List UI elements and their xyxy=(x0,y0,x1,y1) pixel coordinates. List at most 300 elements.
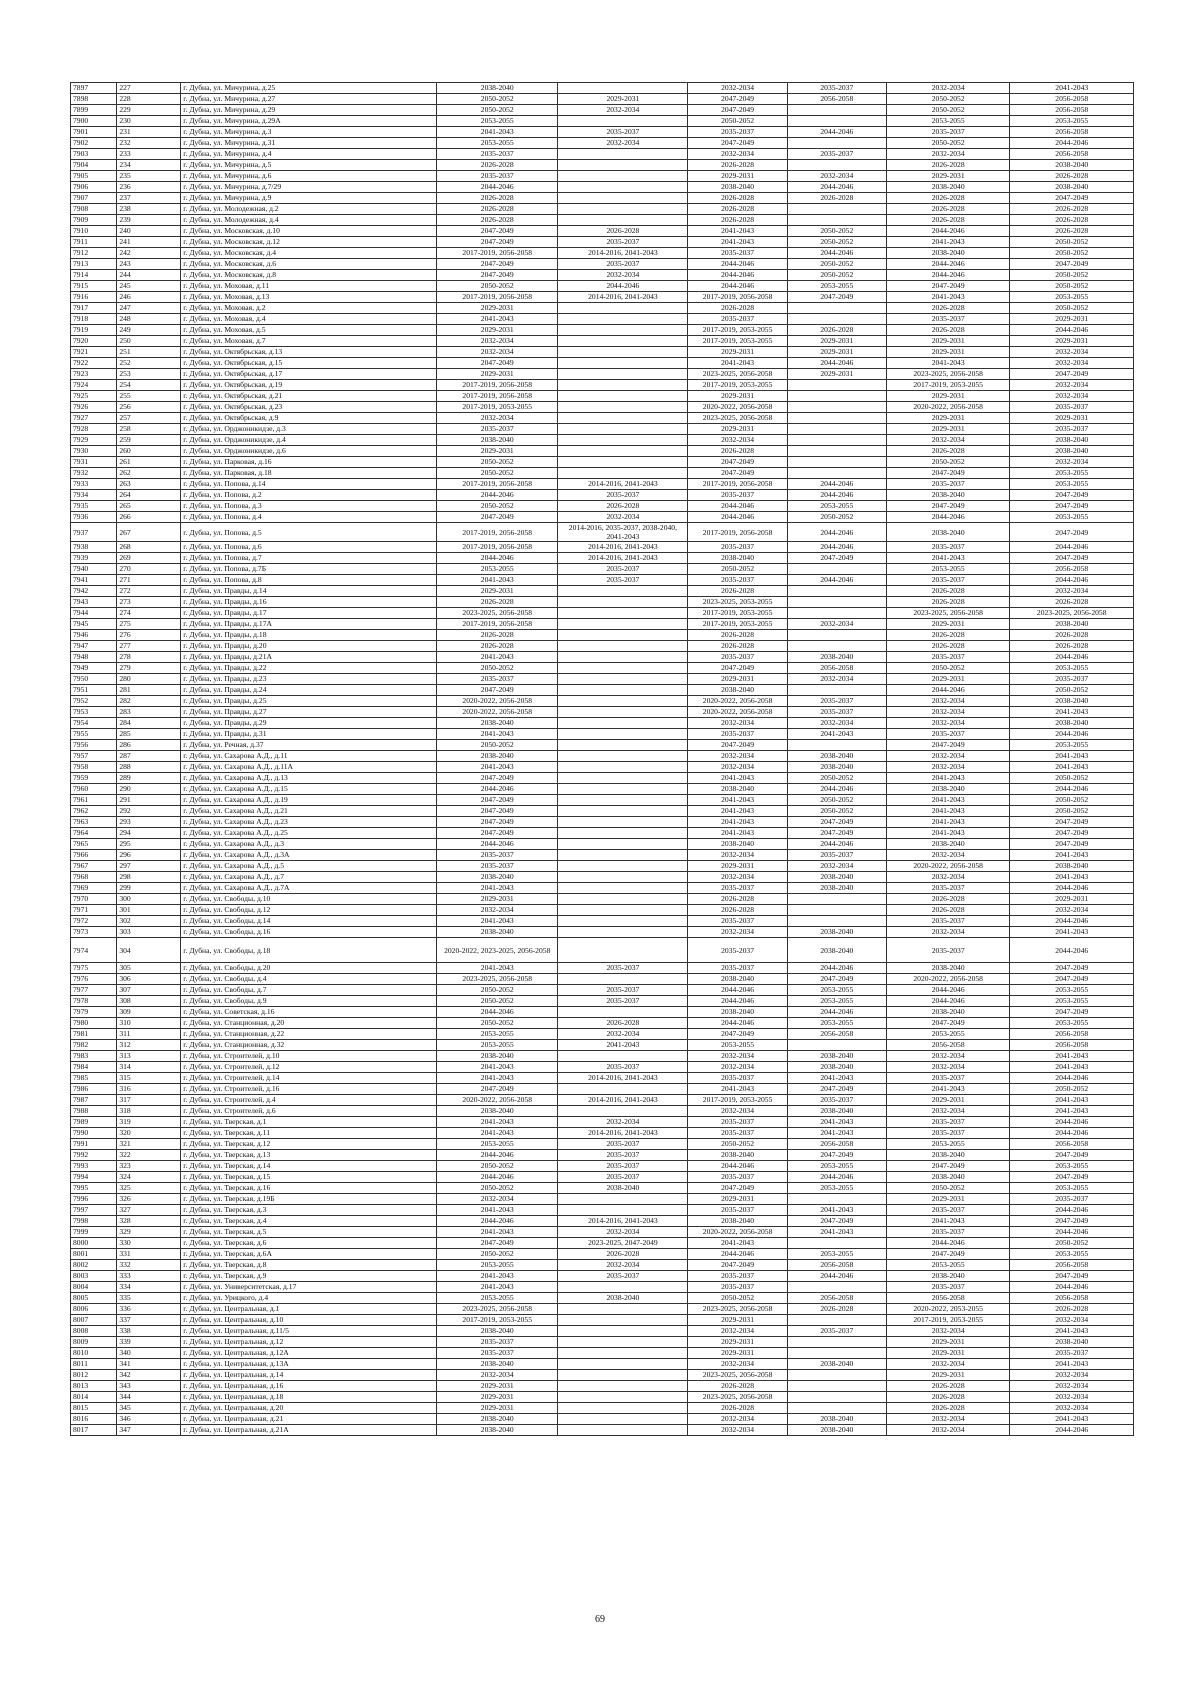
period-cell-5: 2035-2037 xyxy=(886,479,1010,490)
period-cell-3: 2029-2031 xyxy=(688,1348,787,1359)
period-cell-3: 2032-2034 xyxy=(688,751,787,762)
period-cell-4: 2038-2040 xyxy=(787,1414,886,1425)
period-cell-6: 2041-2043 xyxy=(1010,1051,1134,1062)
table-row xyxy=(71,127,1134,138)
period-cell-1: 2044-2046 xyxy=(437,1007,558,1018)
index-cell: 232 xyxy=(117,138,181,149)
table-row xyxy=(71,729,1134,740)
row-number-cell: 7936 xyxy=(71,512,117,523)
table-row xyxy=(71,1238,1134,1249)
period-cell-4: 2047-2049 xyxy=(787,828,886,839)
period-cell-3: 2026-2028 xyxy=(688,1403,787,1414)
period-cell-2 xyxy=(558,641,688,652)
period-cell-3: 2032-2034 xyxy=(688,1359,787,1370)
table-row xyxy=(71,963,1134,974)
period-cell-1: 2026-2028 xyxy=(437,630,558,641)
row-number-cell: 7975 xyxy=(71,963,117,974)
index-cell: 270 xyxy=(117,564,181,575)
period-cell-5: 2020-2022, 2056-2058 xyxy=(886,974,1010,985)
period-cell-5: 2047-2049 xyxy=(886,501,1010,512)
period-cell-4: 2056-2058 xyxy=(787,1029,886,1040)
period-cell-6: 2053-2055 xyxy=(1010,468,1134,479)
period-cell-3: 2035-2037 xyxy=(688,490,787,501)
period-cell-4 xyxy=(787,204,886,215)
table-row xyxy=(71,718,1134,729)
period-cell-2: 2035-2037 xyxy=(558,1139,688,1150)
period-cell-6: 2053-2055 xyxy=(1010,1018,1134,1029)
period-cell-1: 2038-2040 xyxy=(437,83,558,94)
index-cell: 246 xyxy=(117,292,181,303)
period-cell-6: 2044-2046 xyxy=(1010,883,1134,894)
address-cell: г. Дубна, ул. Свободы, д.18 xyxy=(181,938,437,963)
address-cell: г. Дубна, ул. Свободы, д.16 xyxy=(181,927,437,938)
table-row xyxy=(71,270,1134,281)
period-cell-4 xyxy=(787,641,886,652)
index-cell: 313 xyxy=(117,1051,181,1062)
period-cell-5: 2035-2037 xyxy=(886,652,1010,663)
index-cell: 292 xyxy=(117,806,181,817)
period-cell-4: 2047-2049 xyxy=(787,817,886,828)
period-cell-5: 2029-2031 xyxy=(886,171,1010,182)
period-cell-3: 2017-2019, 2053-2055 xyxy=(688,619,787,630)
period-cell-1: 2017-2019, 2053-2055 xyxy=(437,1315,558,1326)
period-cell-6: 2056-2058 xyxy=(1010,105,1134,116)
period-cell-5: 2029-2031 xyxy=(886,1348,1010,1359)
period-cell-4: 2044-2046 xyxy=(787,490,886,501)
address-cell: г. Дубна, ул. Советская, д.16 xyxy=(181,1007,437,1018)
index-cell: 321 xyxy=(117,1139,181,1150)
table-row xyxy=(71,1282,1134,1293)
period-cell-5: 2050-2052 xyxy=(886,105,1010,116)
address-cell: г. Дубна, ул. Октябрьская, д.13 xyxy=(181,347,437,358)
period-cell-5: 2023-2025, 2056-2058 xyxy=(886,608,1010,619)
period-cell-3: 2023-2025, 2056-2058 xyxy=(688,1392,787,1403)
index-cell: 274 xyxy=(117,608,181,619)
period-cell-6: 2035-2037 xyxy=(1010,1348,1134,1359)
index-cell: 310 xyxy=(117,1018,181,1029)
period-cell-1: 2032-2034 xyxy=(437,413,558,424)
period-cell-5: 2041-2043 xyxy=(886,1216,1010,1227)
row-number-cell: 8008 xyxy=(71,1326,117,1337)
row-number-cell: 7970 xyxy=(71,894,117,905)
index-cell: 231 xyxy=(117,127,181,138)
period-cell-5: 2026-2028 xyxy=(886,1403,1010,1414)
row-number-cell: 7937 xyxy=(71,523,117,542)
period-cell-4 xyxy=(787,1370,886,1381)
period-cell-5: 2029-2031 xyxy=(886,1370,1010,1381)
table-row xyxy=(71,905,1134,916)
period-cell-5: 2035-2037 xyxy=(886,1205,1010,1216)
address-cell: г. Дубна, ул. Правды, д.31 xyxy=(181,729,437,740)
table-row xyxy=(71,1018,1134,1029)
period-cell-2: 2026-2028 xyxy=(558,1249,688,1260)
table-row xyxy=(71,1216,1134,1227)
period-cell-1: 2023-2025, 2056-2058 xyxy=(437,1304,558,1315)
period-cell-4: 2032-2034 xyxy=(787,674,886,685)
row-number-cell: 8001 xyxy=(71,1249,117,1260)
period-cell-5: 2041-2043 xyxy=(886,773,1010,784)
period-cell-4 xyxy=(787,314,886,325)
period-cell-4: 2038-2040 xyxy=(787,883,886,894)
period-cell-2 xyxy=(558,817,688,828)
address-cell: г. Дубна, ул. Моховая, д.7 xyxy=(181,336,437,347)
period-cell-4: 2038-2040 xyxy=(787,652,886,663)
row-number-cell: 7934 xyxy=(71,490,117,501)
period-cell-1: 2035-2037 xyxy=(437,861,558,872)
period-cell-5: 2050-2052 xyxy=(886,1183,1010,1194)
address-cell: г. Дубна, ул. Строителей, д.10 xyxy=(181,1051,437,1062)
period-cell-2 xyxy=(558,336,688,347)
period-cell-5: 2053-2055 xyxy=(886,116,1010,127)
period-cell-2: 2014-2016, 2041-2043 xyxy=(558,248,688,259)
address-cell: г. Дубна, ул. Сахарова А.Д., д.3 xyxy=(181,839,437,850)
period-cell-5: 2026-2028 xyxy=(886,325,1010,336)
row-number-cell: 7951 xyxy=(71,685,117,696)
period-cell-1: 2032-2034 xyxy=(437,336,558,347)
table-row xyxy=(71,204,1134,215)
period-cell-1: 2050-2052 xyxy=(437,94,558,105)
row-number-cell: 7940 xyxy=(71,564,117,575)
index-cell: 263 xyxy=(117,479,181,490)
period-cell-4 xyxy=(787,116,886,127)
period-cell-4: 2035-2037 xyxy=(787,850,886,861)
period-cell-3: 2041-2043 xyxy=(688,226,787,237)
period-cell-6: 2044-2046 xyxy=(1010,138,1134,149)
index-cell: 250 xyxy=(117,336,181,347)
index-cell: 294 xyxy=(117,828,181,839)
address-cell: г. Дубна, ул. Тверская, д.12 xyxy=(181,1139,437,1150)
period-cell-3: 2044-2046 xyxy=(688,281,787,292)
period-cell-2 xyxy=(558,718,688,729)
index-cell: 318 xyxy=(117,1106,181,1117)
table-row xyxy=(71,369,1134,380)
table-row xyxy=(71,685,1134,696)
period-cell-6: 2053-2055 xyxy=(1010,292,1134,303)
table-row xyxy=(71,1161,1134,1172)
period-cell-1: 2032-2034 xyxy=(437,1194,558,1205)
period-cell-1: 2029-2031 xyxy=(437,446,558,457)
address-cell: г. Дубна, ул. Мичурина, д.4 xyxy=(181,149,437,160)
period-cell-3: 2044-2046 xyxy=(688,270,787,281)
row-number-cell: 7997 xyxy=(71,1205,117,1216)
period-cell-1: 2053-2055 xyxy=(437,1029,558,1040)
period-cell-3: 2041-2043 xyxy=(688,795,787,806)
address-cell: г. Дубна, ул. Попова, д.14 xyxy=(181,479,437,490)
address-cell: г. Дубна, ул. Моховая, д.4 xyxy=(181,314,437,325)
table-row xyxy=(71,652,1134,663)
period-cell-4 xyxy=(787,424,886,435)
period-cell-1: 2041-2043 xyxy=(437,916,558,927)
period-cell-5: 2035-2037 xyxy=(886,127,1010,138)
table-row xyxy=(71,83,1134,94)
period-cell-6: 2047-2049 xyxy=(1010,523,1134,542)
period-cell-4 xyxy=(787,905,886,916)
table-row xyxy=(71,996,1134,1007)
period-cell-2 xyxy=(558,806,688,817)
period-cell-4: 2032-2034 xyxy=(787,861,886,872)
period-cell-1: 2041-2043 xyxy=(437,1227,558,1238)
period-cell-3: 2032-2034 xyxy=(688,435,787,446)
row-number-cell: 7962 xyxy=(71,806,117,817)
period-cell-2 xyxy=(558,773,688,784)
period-cell-1: 2050-2052 xyxy=(437,281,558,292)
period-cell-3: 2035-2037 xyxy=(688,1073,787,1084)
index-cell: 266 xyxy=(117,512,181,523)
index-cell: 244 xyxy=(117,270,181,281)
row-number-cell: 7935 xyxy=(71,501,117,512)
row-number-cell: 7976 xyxy=(71,974,117,985)
period-cell-3: 2047-2049 xyxy=(688,663,787,674)
row-number-cell: 7921 xyxy=(71,347,117,358)
row-number-cell: 7994 xyxy=(71,1172,117,1183)
period-cell-4: 2038-2040 xyxy=(787,1062,886,1073)
period-cell-1: 2038-2040 xyxy=(437,1425,558,1436)
period-cell-6: 2032-2034 xyxy=(1010,347,1134,358)
period-cell-3: 2029-2031 xyxy=(688,674,787,685)
period-cell-4: 2038-2040 xyxy=(787,762,886,773)
period-cell-6: 2038-2040 xyxy=(1010,160,1134,171)
address-cell: г. Дубна, ул. Попова, д.4 xyxy=(181,512,437,523)
period-cell-4: 2044-2046 xyxy=(787,1007,886,1018)
period-cell-4 xyxy=(787,1282,886,1293)
period-cell-2: 2035-2037 xyxy=(558,564,688,575)
index-cell: 295 xyxy=(117,839,181,850)
index-cell: 333 xyxy=(117,1271,181,1282)
period-cell-5: 2020-2022, 2053-2055 xyxy=(886,1304,1010,1315)
period-cell-2: 2026-2028 xyxy=(558,1018,688,1029)
period-cell-4 xyxy=(787,1392,886,1403)
period-cell-3: 2050-2052 xyxy=(688,116,787,127)
period-cell-3: 2026-2028 xyxy=(688,215,787,226)
index-cell: 325 xyxy=(117,1183,181,1194)
table-row xyxy=(71,641,1134,652)
table-row xyxy=(71,696,1134,707)
index-cell: 269 xyxy=(117,553,181,564)
index-cell: 227 xyxy=(117,83,181,94)
row-number-cell: 7907 xyxy=(71,193,117,204)
period-cell-2 xyxy=(558,424,688,435)
period-cell-2 xyxy=(558,1326,688,1337)
period-cell-2: 2014-2016, 2041-2043 xyxy=(558,1128,688,1139)
period-cell-1: 2050-2052 xyxy=(437,457,558,468)
table-row xyxy=(71,1392,1134,1403)
period-cell-1: 2035-2037 xyxy=(437,1337,558,1348)
period-cell-3: 2050-2052 xyxy=(688,1293,787,1304)
row-number-cell: 7948 xyxy=(71,652,117,663)
row-number-cell: 8016 xyxy=(71,1414,117,1425)
period-cell-2: 2026-2028 xyxy=(558,226,688,237)
period-cell-2 xyxy=(558,171,688,182)
period-cell-6: 2050-2052 xyxy=(1010,1084,1134,1095)
period-cell-1: 2050-2052 xyxy=(437,996,558,1007)
period-cell-2 xyxy=(558,608,688,619)
period-cell-6: 2044-2046 xyxy=(1010,784,1134,795)
period-cell-1: 2041-2043 xyxy=(437,1128,558,1139)
period-cell-3: 2035-2037 xyxy=(688,1205,787,1216)
index-cell: 229 xyxy=(117,105,181,116)
period-cell-2 xyxy=(558,905,688,916)
period-cell-1: 2044-2046 xyxy=(437,1172,558,1183)
index-cell: 335 xyxy=(117,1293,181,1304)
period-cell-2 xyxy=(558,1348,688,1359)
index-cell: 242 xyxy=(117,248,181,259)
period-cell-6: 2053-2055 xyxy=(1010,663,1134,674)
address-cell: г. Дубна, ул. Попова, д.2 xyxy=(181,490,437,501)
period-cell-3: 2041-2043 xyxy=(688,817,787,828)
table-row xyxy=(71,751,1134,762)
period-cell-2 xyxy=(558,740,688,751)
period-cell-4 xyxy=(787,1348,886,1359)
address-cell: г. Дубна, ул. Тверская, д.11 xyxy=(181,1128,437,1139)
period-cell-3: 2029-2031 xyxy=(688,424,787,435)
page-number: 69 xyxy=(595,1614,605,1625)
period-cell-2: 2032-2034 xyxy=(558,270,688,281)
row-number-cell: 7897 xyxy=(71,83,117,94)
index-cell: 328 xyxy=(117,1216,181,1227)
period-cell-4: 2044-2046 xyxy=(787,479,886,490)
period-cell-5: 2038-2040 xyxy=(886,963,1010,974)
period-cell-3: 2041-2043 xyxy=(688,358,787,369)
table-row xyxy=(71,424,1134,435)
period-cell-3: 2023-2025, 2053-2055 xyxy=(688,597,787,608)
period-cell-5: 2026-2028 xyxy=(886,894,1010,905)
period-cell-4 xyxy=(787,916,886,927)
index-cell: 311 xyxy=(117,1029,181,1040)
address-cell: г. Дубна, ул. Московская, д.8 xyxy=(181,270,437,281)
period-cell-4: 2044-2046 xyxy=(787,248,886,259)
period-cell-6: 2056-2058 xyxy=(1010,1293,1134,1304)
period-cell-5: 2032-2034 xyxy=(886,1359,1010,1370)
period-cell-3: 2020-2022, 2056-2058 xyxy=(688,707,787,718)
period-cell-4 xyxy=(787,402,886,413)
period-cell-4 xyxy=(787,215,886,226)
period-cell-1: 2041-2043 xyxy=(437,1062,558,1073)
address-cell: г. Дубна, ул. Строителей, д.14 xyxy=(181,1073,437,1084)
index-cell: 314 xyxy=(117,1062,181,1073)
period-cell-6: 2044-2046 xyxy=(1010,1073,1134,1084)
period-cell-5: 2026-2028 xyxy=(886,597,1010,608)
period-cell-2 xyxy=(558,1381,688,1392)
period-cell-2 xyxy=(558,839,688,850)
period-cell-2: 2035-2037 xyxy=(558,490,688,501)
period-cell-1: 2035-2037 xyxy=(437,1348,558,1359)
period-cell-4: 2053-2055 xyxy=(787,1161,886,1172)
index-cell: 271 xyxy=(117,575,181,586)
period-cell-6: 2044-2046 xyxy=(1010,1205,1134,1216)
period-cell-6: 2032-2034 xyxy=(1010,1392,1134,1403)
period-cell-2: 2032-2034 xyxy=(558,138,688,149)
period-cell-4: 2038-2040 xyxy=(787,1425,886,1436)
period-cell-1: 2047-2049 xyxy=(437,685,558,696)
period-cell-1: 2041-2043 xyxy=(437,652,558,663)
period-cell-5: 2029-2031 xyxy=(886,347,1010,358)
index-cell: 276 xyxy=(117,630,181,641)
period-cell-5: 2041-2043 xyxy=(886,806,1010,817)
index-cell: 329 xyxy=(117,1227,181,1238)
period-cell-5: 2044-2046 xyxy=(886,996,1010,1007)
period-cell-3: 2026-2028 xyxy=(688,160,787,171)
capital-repair-schedule-table xyxy=(70,82,1134,1436)
table-row xyxy=(71,1293,1134,1304)
row-number-cell: 7991 xyxy=(71,1139,117,1150)
period-cell-2: 2035-2037 xyxy=(558,1161,688,1172)
period-cell-5: 2029-2031 xyxy=(886,336,1010,347)
period-cell-2 xyxy=(558,457,688,468)
period-cell-6: 2041-2043 xyxy=(1010,872,1134,883)
period-cell-2: 2035-2037 xyxy=(558,985,688,996)
period-cell-6: 2050-2052 xyxy=(1010,773,1134,784)
table-row xyxy=(71,1172,1134,1183)
period-cell-1: 2020-2022, 2023-2025, 2056-2058 xyxy=(437,938,558,963)
period-cell-6: 2056-2058 xyxy=(1010,1029,1134,1040)
period-cell-6: 2044-2046 xyxy=(1010,542,1134,553)
period-cell-1: 2017-2019, 2056-2058 xyxy=(437,479,558,490)
period-cell-2 xyxy=(558,446,688,457)
index-cell: 290 xyxy=(117,784,181,795)
table-row xyxy=(71,314,1134,325)
period-cell-4: 2038-2040 xyxy=(787,1106,886,1117)
period-cell-2 xyxy=(558,707,688,718)
period-cell-6: 2041-2043 xyxy=(1010,751,1134,762)
index-cell: 235 xyxy=(117,171,181,182)
period-cell-5: 2056-2058 xyxy=(886,1040,1010,1051)
address-cell: г. Дубна, ул. Молодежная, д.4 xyxy=(181,215,437,226)
address-cell: г. Дубна, ул. Молодежная, д.2 xyxy=(181,204,437,215)
index-cell: 341 xyxy=(117,1359,181,1370)
table-row xyxy=(71,1073,1134,1084)
table-row xyxy=(71,160,1134,171)
table-row xyxy=(71,457,1134,468)
index-cell: 282 xyxy=(117,696,181,707)
period-cell-4: 2026-2028 xyxy=(787,325,886,336)
index-cell: 338 xyxy=(117,1326,181,1337)
address-cell: г. Дубна, ул. Центральная, д.18 xyxy=(181,1392,437,1403)
period-cell-5: 2044-2046 xyxy=(886,1238,1010,1249)
period-cell-6: 2032-2034 xyxy=(1010,457,1134,468)
period-cell-4: 2029-2031 xyxy=(787,369,886,380)
index-cell: 255 xyxy=(117,391,181,402)
row-number-cell: 7906 xyxy=(71,182,117,193)
period-cell-3: 2029-2031 xyxy=(688,391,787,402)
address-cell: г. Дубна, ул. Центральная, д.14 xyxy=(181,1370,437,1381)
table-row xyxy=(71,1403,1134,1414)
table-row xyxy=(71,303,1134,314)
address-cell: г. Дубна, ул. Станционная, д.20 xyxy=(181,1018,437,1029)
row-number-cell: 7898 xyxy=(71,94,117,105)
period-cell-4 xyxy=(787,894,886,905)
table-row xyxy=(71,674,1134,685)
table-row xyxy=(71,1304,1134,1315)
index-cell: 324 xyxy=(117,1172,181,1183)
row-number-cell: 7912 xyxy=(71,248,117,259)
period-cell-2 xyxy=(558,586,688,597)
period-cell-5: 2041-2043 xyxy=(886,795,1010,806)
table-row xyxy=(71,281,1134,292)
period-cell-4: 2056-2058 xyxy=(787,94,886,105)
period-cell-3: 2026-2028 xyxy=(688,446,787,457)
period-cell-5: 2035-2037 xyxy=(886,1117,1010,1128)
row-number-cell: 7954 xyxy=(71,718,117,729)
period-cell-1: 2047-2049 xyxy=(437,773,558,784)
table-row xyxy=(71,872,1134,883)
table-row xyxy=(71,1194,1134,1205)
row-number-cell: 7900 xyxy=(71,116,117,127)
period-cell-4: 2047-2049 xyxy=(787,1084,886,1095)
period-cell-5: 2050-2052 xyxy=(886,457,1010,468)
period-cell-2 xyxy=(558,369,688,380)
period-cell-5: 2029-2031 xyxy=(886,1337,1010,1348)
period-cell-4 xyxy=(787,564,886,575)
